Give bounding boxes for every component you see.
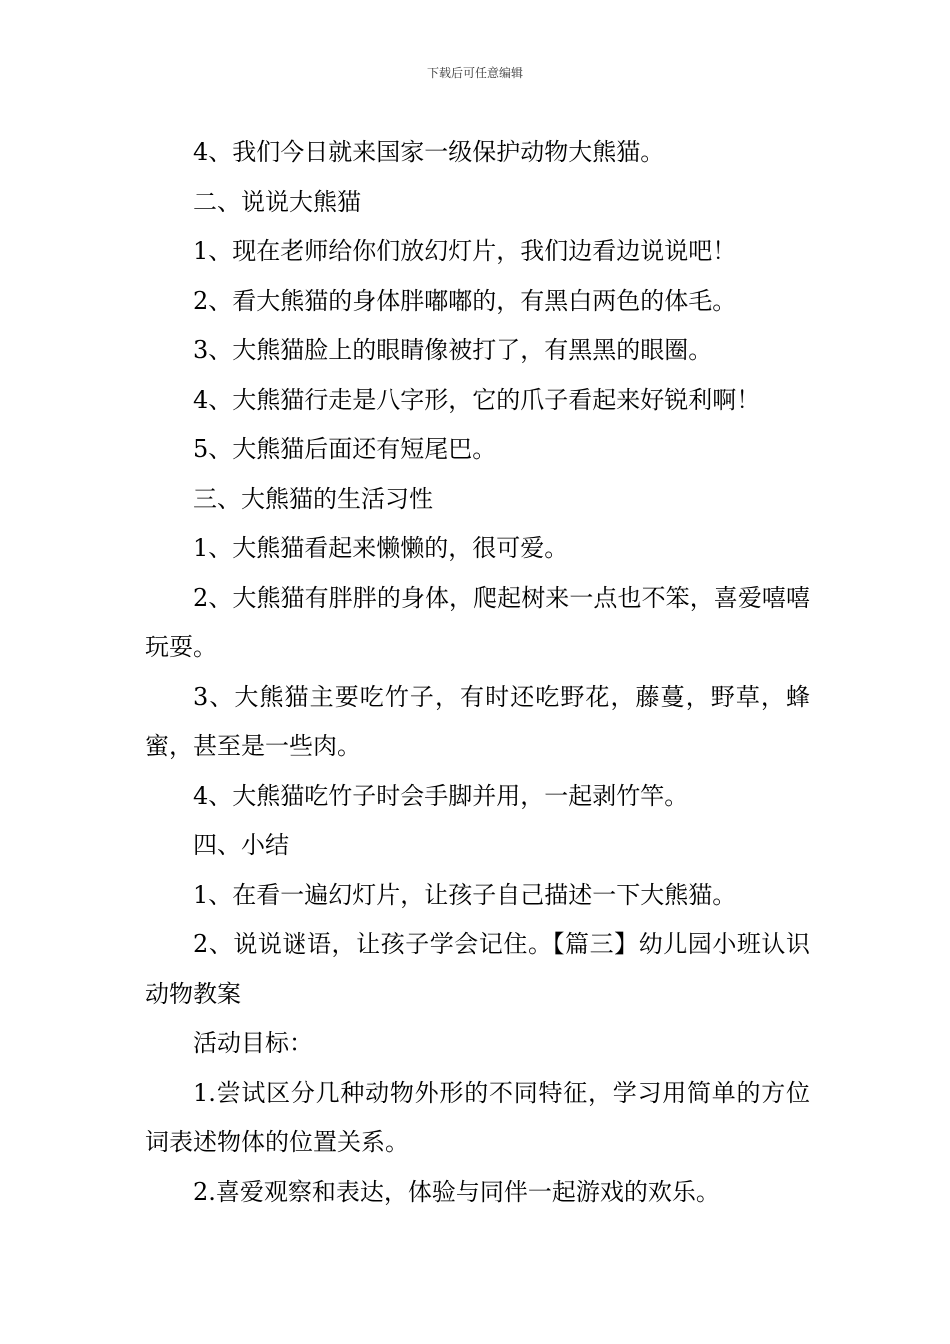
section-heading: 三、大熊猫的生活习性	[193, 484, 433, 513]
paragraph: 3、大熊猫脸上的眼睛像被打了，有黑黑的眼圈。	[193, 336, 713, 364]
paragraph: 2.喜爱观察和表达，体验与同伴一起游戏的欢乐。	[193, 1177, 720, 1206]
paragraph: 2、大熊猫有胖胖的身体，爬起树来一点也不笨，喜爱嘻嘻玩耍。	[145, 583, 810, 661]
paragraph: 1、大熊猫看起来懒懒的，很可爱。	[193, 534, 569, 562]
paragraph: 5、大熊猫后面还有短尾巴。	[193, 435, 497, 463]
document-body	[145, 128, 810, 1217]
paragraph: 1、现在老师给你们放幻灯片，我们边看边说说吧！	[193, 237, 737, 265]
page-header-note: 下载后可任意编辑	[426, 66, 523, 80]
section-heading: 二、说说大熊猫	[193, 187, 361, 216]
paragraph: 2、看大熊猫的身体胖嘟嘟的，有黑白两色的体毛。	[193, 286, 737, 315]
paragraph: 1.尝试区分几种动物外形的不同特征，学习用简单的方位词表述物体的位置关系。	[145, 1078, 810, 1156]
paragraph: 4、大熊猫行走是八字形，它的爪子看起来好锐利啊！	[193, 385, 761, 414]
paragraph: 1、在看一遍幻灯片，让孩子自己描述一下大熊猫。	[193, 880, 737, 909]
section-heading: 四、小结	[193, 831, 289, 859]
paragraph: 活动目标：	[193, 1029, 313, 1057]
paragraph: 2、说说谜语，让孩子学会记住。【篇三】幼儿园小班认识动物教案	[145, 930, 810, 1008]
paragraph: 4、大熊猫吃竹子时会手脚并用，一起剥竹竿。	[193, 781, 689, 810]
paragraph: 3、大熊猫主要吃竹子，有时还吃野花，藤蔓，野草，蜂蜜，甚至是一些肉。	[145, 682, 810, 760]
paragraph: 4、我们今日就来国家一级保护动物大熊猫。	[193, 138, 665, 166]
